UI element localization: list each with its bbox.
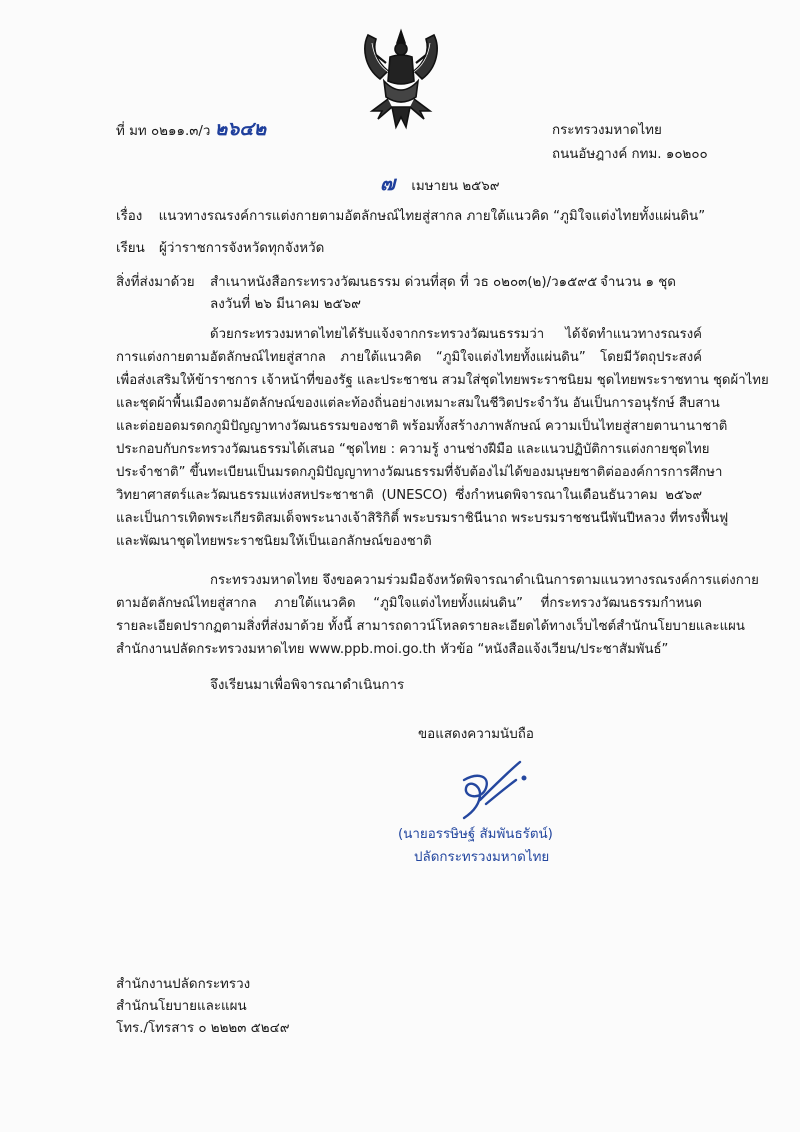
enclosure-label: สิ่งที่ส่งมาด้วย <box>116 275 195 290</box>
signatory-position: ปลัดกระทรวงมหาดไทย <box>414 850 550 865</box>
subject-label: เรื่อง <box>116 209 143 224</box>
document-reference <box>116 120 266 141</box>
paragraph-line: ประกอบกับกระทรวงวัฒนธรรมได้เสนอ “ชุดไทย : ความรู้ งานช่างฝีมือ และแนวปฏิบัติการแต่งกายชุดไทย <box>116 442 710 457</box>
paragraph-line: สำนักงานปลัดกระทรวงมหาดไทย www.ppb.moi.go.th หัวข้อ “หนังสือแจ้งเวียน/ประชาสัมพันธ์” <box>116 642 669 657</box>
garuda-emblem-icon <box>358 27 444 131</box>
recipient-label: เรียน <box>116 241 145 256</box>
date-month-year: เมษายน ๒๕๖๙ <box>411 179 500 194</box>
paragraph-line: การแต่งกายตามอัตลักษณ์ไทยสู่สากล ภายใต้แนวคิด “ภูมิใจแต่งไทยทั้งแผ่นดิน” โดยมีวัตถุประสงค์ <box>116 350 702 365</box>
footer-office-1: สำนักงานปลัดกระทรวง <box>116 977 251 992</box>
reference-label: ที่ มท ๐๒๑๑.๓/ว <box>116 124 211 139</box>
paragraph-line: วิทยาศาสตร์และวัฒนธรรมแห่งสหประชาชาติ (UNESCO) ซึ่งกำหนดพิจารณาในเดือนธันวาคม ๒๕๖๙ <box>116 488 702 503</box>
footer-phone: โทร./โทรสาร ๐ ๒๒๒๓ ๕๒๔๙ <box>116 1021 290 1036</box>
enclosure-line1: สำเนาหนังสือกระทรวงวัฒนธรรม ด่วนที่สุด ที่ วธ ๐๒๐๓(๒)/ว๑๕๙๕ <box>210 275 598 290</box>
reference-number-handwritten: ๒๖๔๒ <box>214 118 267 140</box>
org-address: ถนนอัษฎางค์ กทม. ๑๐๒๐๐ <box>552 147 708 162</box>
document-date <box>380 171 500 196</box>
date-day-handwritten: ๗ <box>380 171 396 195</box>
handwritten-signature-icon <box>450 754 540 824</box>
paragraph-line: และเป็นการเทิดพระเกียรติสมเด็จพระนางเจ้าสิริกิติ์ พระบรมราชินีนาถ พระบรมราชชนนีพันปีหลวง ที่ทรงฟื้นฟู <box>116 511 729 526</box>
subject-text: แนวทางรณรงค์การแต่งกายตามอัตลักษณ์ไทยสู่สากล ภายใต้แนวคิด “ภูมิใจแต่งไทยทั้งแผ่นดิน” <box>158 209 706 224</box>
signatory-name: (นายอรรษิษฐ์ สัมพันธรัตน์) <box>398 827 553 842</box>
paragraph-line: กระทรวงมหาดไทย จึงขอความร่วมมือจังหวัดพิจารณาดำเนินการตามแนวทางรณรงค์การแต่งกาย <box>210 573 759 588</box>
paragraph-line: ประจำชาติ” ขึ้นทะเบียนเป็นมรดกภูมิปัญญาทางวัฒนธรรมที่จับต้องไม่ได้ของมนุษยชาติต่อองค์การการศึกษา <box>116 465 723 480</box>
org-name: กระทรวงมหาดไทย <box>552 123 662 138</box>
footer-office-2: สำนักนโยบายและแผน <box>116 999 247 1014</box>
subject-row <box>116 208 705 226</box>
paragraph-line: รายละเอียดปรากฏตามสิ่งที่ส่งมาด้วย ทั้งนี้ สามารถดาวน์โหลดรายละเอียดได้ทางเว็บไซต์สำนักนโยบายและแผน <box>116 619 745 634</box>
salutation: ขอแสดงความนับถือ <box>418 727 534 742</box>
paragraph-line: และชุดผ้าพื้นเมืองตามอัตลักษณ์ของแต่ละท้องถิ่นอย่างเหมาะสมในชีวิตประจำวัน อันเป็นการอนุรักษ์ สืบสาน <box>116 396 720 411</box>
enclosure-quantity: จำนวน ๑ ชุด <box>600 275 676 290</box>
recipient-row <box>116 240 324 258</box>
paragraph-line: และต่อยอดมรดกภูมิปัญญาทางวัฒนธรรมของชาติ พร้อมทั้งสร้างภาพลักษณ์ ความเป็นไทยสู่สายตานานาชาติ <box>116 419 728 434</box>
paragraph-line: ตามอัตลักษณ์ไทยสู่สากล ภายใต้แนวคิด “ภูมิใจแต่งไทยทั้งแผ่นดิน” ที่กระทรวงวัฒนธรรมกำหนด <box>116 596 702 611</box>
paragraph-line: และพัฒนาชุดไทยพระราชนิยมให้เป็นเอกลักษณ์ของชาติ <box>116 534 432 549</box>
enclosure-line2: ลงวันที่ ๒๖ มีนาคม ๒๕๖๙ <box>210 297 361 312</box>
paragraph-line: ด้วยกระทรวงมหาดไทยได้รับแจ้งจากกระทรวงวัฒนธรรมว่า ได้จัดทำแนวทางรณรงค์ <box>210 327 702 342</box>
closing-request: จึงเรียนมาเพื่อพิจารณาดำเนินการ <box>210 678 405 693</box>
paragraph-line: เพื่อส่งเสริมให้ข้าราชการ เจ้าหน้าที่ของรัฐ และประชาชน สวมใส่ชุดไทยพระราชนิยม ชุดไทยพระราชทาน ชุดผ้าไทย <box>116 373 769 388</box>
recipient-text: ผู้ว่าราชการจังหวัดทุกจังหวัด <box>159 241 325 256</box>
